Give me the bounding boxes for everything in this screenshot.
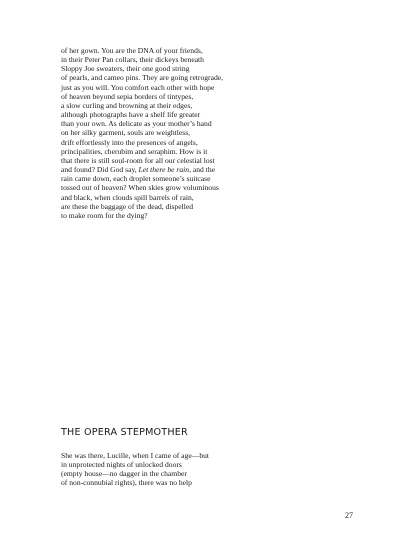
- poem-line: and black, when clouds spill barrels of rain,: [61, 192, 194, 202]
- poem-line: of pearls, and cameo pins. They are going retrograde,: [61, 73, 224, 83]
- poem-line: than your own. As delicate as your mother’s hand: [61, 119, 212, 129]
- poem-line: are these the baggage of the dead, dispelled: [61, 201, 193, 211]
- poem-line: principalities, cherubim and seraphim. How is it: [61, 146, 208, 156]
- poem-continued-stanza: [61, 46, 361, 220]
- poem-opening-stanza: [61, 451, 361, 488]
- poem-line: just as you will. You comfort each other with hope: [61, 82, 215, 92]
- poem-line-text: and found? Did God say,: [61, 165, 139, 175]
- poem-line: rain came down, each droplet someone’s suitcase: [61, 174, 211, 184]
- poem-line: Sloppy Joe sweaters, their one good string: [61, 64, 190, 74]
- poem-line: in their Peter Pan collars, their dickeys beneath: [61, 55, 204, 65]
- poem-line: [61, 165, 361, 174]
- poem-line: of her gown. You are the DNA of your friends,: [61, 46, 203, 55]
- poem-line: (empty house—no dagger in the chamber: [61, 469, 187, 479]
- poem-line: She was there, Lucille, when I came of age—but: [61, 451, 210, 460]
- page-number: 27: [345, 511, 353, 520]
- poem-line: in unprotected nights of unlocked doors: [61, 460, 182, 470]
- poem-line: although photographs have a shelf life greater: [61, 110, 201, 120]
- poem-line: to make room for the dying?: [61, 210, 148, 220]
- poem-line: of non-connubial rights), there was no help: [61, 478, 192, 488]
- poem-line: a slow curling and browning at their edges,: [61, 100, 193, 110]
- poem-line: that there is still soul-room for all our celestial lost: [61, 155, 215, 165]
- poem-line: drift effortlessly into the presences of angels,: [61, 137, 198, 147]
- poem-line: of heaven beyond sepia borders of tintypes,: [61, 91, 194, 101]
- poem-line-italic-phrase: Let there be rain: [138, 165, 190, 175]
- poem-line: on her silky garment, souls are weightless,: [61, 128, 191, 138]
- poem-line-text: , and the: [189, 165, 216, 175]
- poem-line: tossed out of heaven? When skies grow voluminous: [61, 183, 219, 193]
- poem-title: THE OPERA STEPMOTHER: [61, 427, 188, 438]
